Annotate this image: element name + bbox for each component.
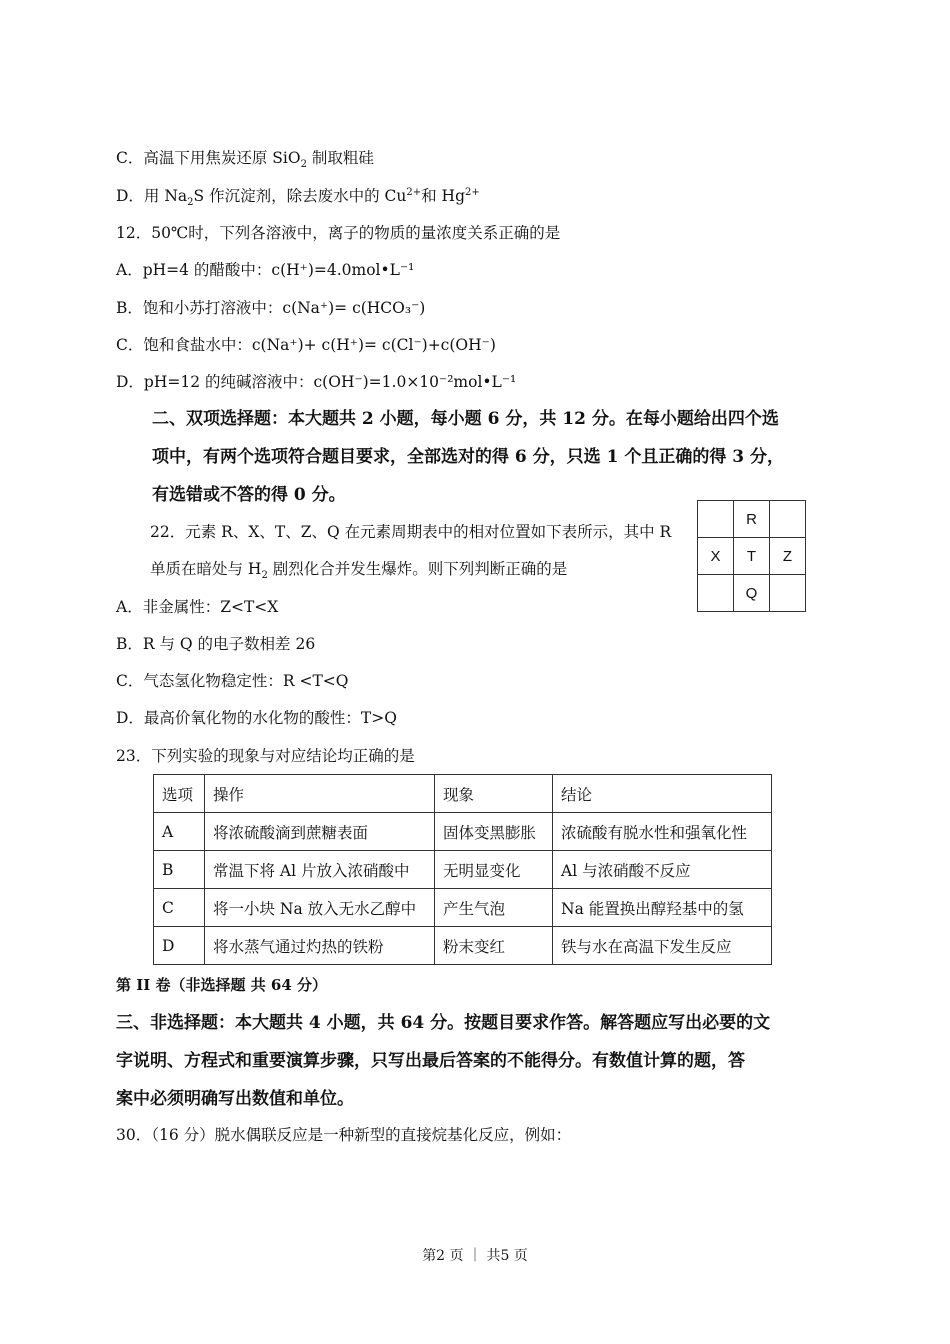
q22-stem-line1: 22．元素 R、X、T、Z、Q 在元素周期表中的相对位置如下表所示，其中 R	[150, 523, 672, 541]
cell-operation: 将水蒸气通过灼热的铁粉	[205, 927, 435, 965]
table-row	[154, 813, 772, 851]
section2-line1: 二、双项选择题：本大题共 2 小题，每小题 6 分，共 12 分。在每小题给出四个选	[152, 409, 779, 429]
header-conclusion: 结论	[553, 775, 772, 813]
part2-title: 第 II 卷（非选择题 共 64 分）	[116, 976, 328, 994]
periodic-position-table	[697, 500, 806, 612]
cell-phenomenon: 产生气泡	[435, 889, 553, 927]
cell-operation: 将一小块 Na 放入无水乙醇中	[205, 889, 435, 927]
q30-stem: 30．（16 分）脱水偶联反应是一种新型的直接烷基化反应，例如：	[116, 1126, 572, 1144]
cell-option: B	[154, 851, 205, 889]
q12-option-b: B．饱和小苏打溶液中：c(Na⁺)= c(HCO₃⁻)	[116, 299, 426, 317]
table-row	[154, 851, 772, 889]
cell-option: C	[154, 889, 205, 927]
cell-conclusion: 铁与水在高温下发生反应	[553, 927, 772, 965]
section3-line1: 三、非选择题：本大题共 4 小题，共 64 分。按题目要求作答。解答题应写出必要的文	[116, 1013, 771, 1033]
table-row	[154, 927, 772, 965]
page-footer: 第2 页 ｜ 共5 页	[422, 1248, 528, 1264]
q12-option-d: D．pH=12 的纯碱溶液中：c(OH⁻)=1.0×10⁻²mol•L⁻¹	[116, 373, 517, 391]
grid-cell	[698, 501, 734, 538]
cell-operation: 将浓硫酸滴到蔗糖表面	[205, 813, 435, 851]
cell-operation: 常温下将 Al 片放入浓硝酸中	[205, 851, 435, 889]
cell-conclusion: Na 能置换出醇羟基中的氢	[553, 889, 772, 927]
cell-conclusion: Al 与浓硝酸不反应	[553, 851, 772, 889]
q22-option-a: A．非金属性：Z<T<X	[116, 598, 279, 616]
cell-phenomenon: 无明显变化	[435, 851, 553, 889]
section2-line2: 项中，有两个选项符合题目要求，全部选对的得 6 分，只选 1 个且正确的得 3 分，	[152, 447, 784, 467]
cell-conclusion: 浓硫酸有脱水性和强氧化性	[553, 813, 772, 851]
grid-cell-x: X	[698, 538, 734, 575]
grid-cell	[770, 575, 806, 612]
cell-phenomenon: 粉末变红	[435, 927, 553, 965]
header-operation: 操作	[205, 775, 435, 813]
cell-option: A	[154, 813, 205, 851]
q11-option-c: C．高温下用焦炭还原 SiO$_2$ 制取粗硅	[116, 149, 374, 171]
header-phenomenon: 现象	[435, 775, 553, 813]
section3-line3: 案中必须明确写出数值和单位。	[116, 1089, 354, 1109]
header-option: 选项	[154, 775, 205, 813]
grid-cell	[698, 575, 734, 612]
q23-stem: 23．下列实验的现象与对应结论均正确的是	[116, 747, 415, 765]
grid-cell-z: Z	[770, 538, 806, 575]
table-header-row	[154, 775, 772, 813]
q12-option-a: A．pH=4 的醋酸中：c(H⁺)=4.0mol•L⁻¹	[116, 261, 415, 279]
grid-cell-q: Q	[734, 575, 770, 612]
section2-line3: 有选错或不答的得 0 分。	[152, 485, 346, 505]
q12-stem: 12．50℃时，下列各溶液中，离子的物质的量浓度关系正确的是	[116, 224, 561, 242]
grid-cell-r: R	[734, 501, 770, 538]
grid-cell	[770, 501, 806, 538]
grid-cell-t: T	[734, 538, 770, 575]
cell-option: D	[154, 927, 205, 965]
table-row	[154, 889, 772, 927]
q22-option-b: B．R 与 Q 的电子数相差 26	[116, 635, 316, 653]
q22-option-d: D．最高价氧化物的水化物的酸性：T>Q	[116, 709, 397, 727]
section3-line2: 字说明、方程式和重要演算步骤，只写出最后答案的不能得分。有数值计算的题，答	[116, 1051, 745, 1071]
q11-option-d: D．用 $Na_2S$ 作沉淀剂，除去废水中的 $Cu^{2+}$和 $Hg^{2+}$	[116, 186, 480, 209]
cell-phenomenon: 固体变黑膨胀	[435, 813, 553, 851]
experiment-table	[153, 774, 772, 965]
q22-option-c: C．气态氢化物稳定性：R <T<Q	[116, 672, 349, 690]
q12-option-c: C．饱和食盐水中：c(Na⁺)+ c(H⁺)= c(Cl⁻)+c(OH⁻)	[116, 336, 496, 354]
q22-stem-line2: 单质在暗处与 $H_2$ 剧烈化合并发生爆炸。则下列判断正确的是	[150, 560, 568, 582]
